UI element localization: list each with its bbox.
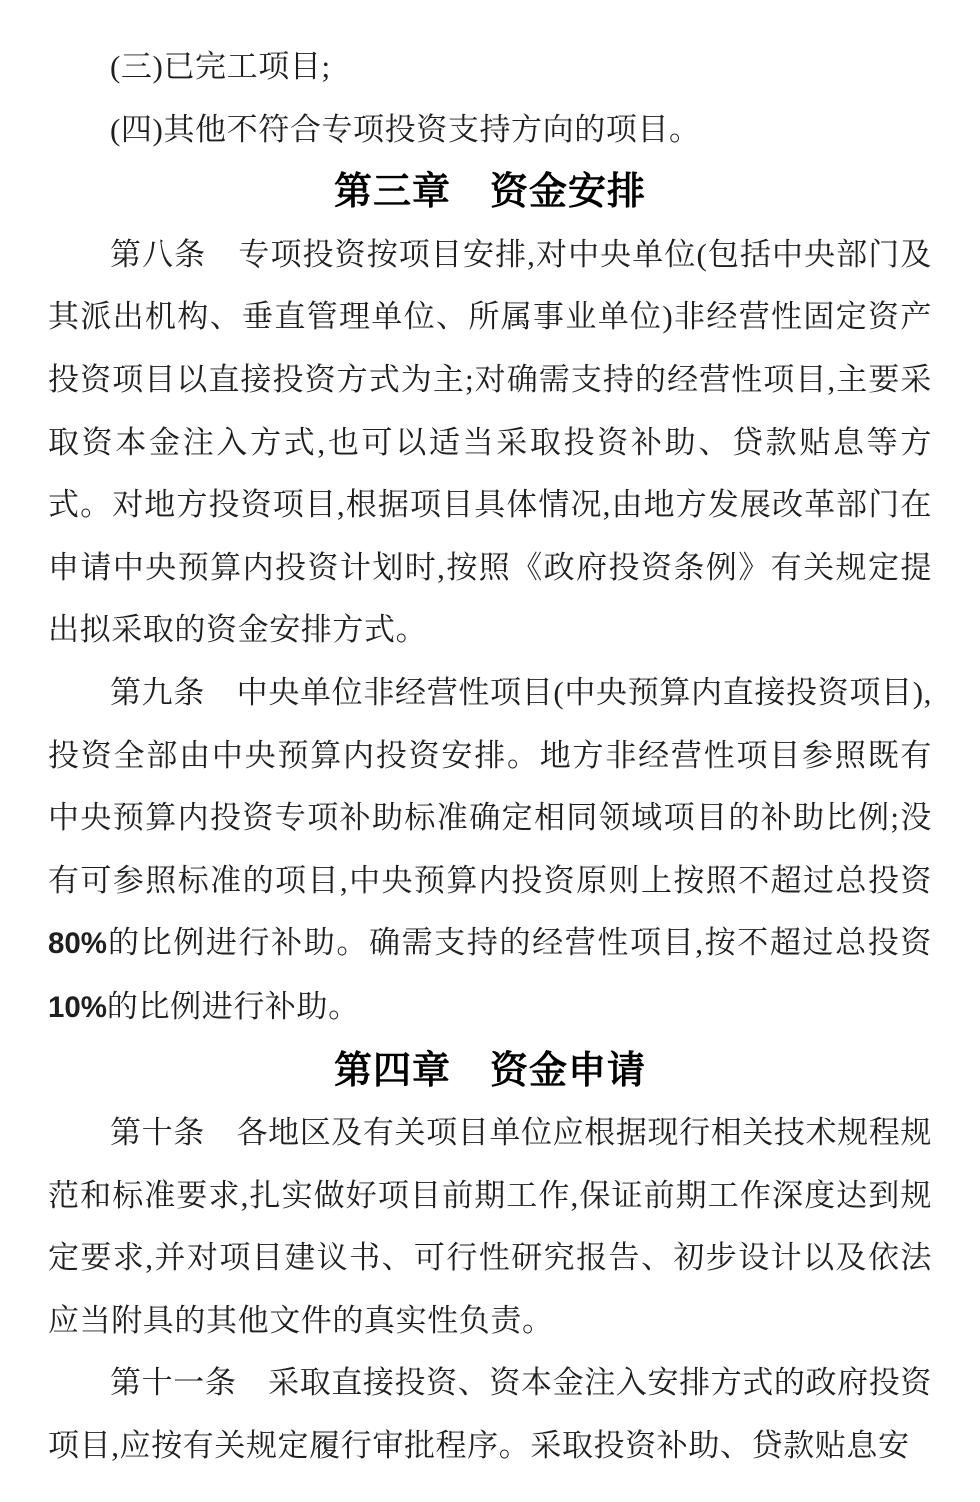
body-paragraph: 第十一条 采取直接投资、资本金注入安排方式的政府投资项目,应按有关规定履行审批程序。采取投资补助、贷款贴息安 [48,1365,932,1464]
body-paragraph: (四)其他不符合专项投资支持方向的项目。 [110,111,701,147]
numeric-value: 10% [48,990,107,1024]
body-paragraph: 第八条 专项投资按项目安排,对中央单位(包括中央部门及其派出机构、垂直管理单位、所属事业单位)非经营性固定资产投资项目以直接投资方式为主;对确需支持的经营性项目,主要采取资本金注入方式,也可以适当采取投资补助、贷款贴息等方式。对地方投资项目,根据项目具体情况,由地方发展改革部门在申请中央预算内投资计划时,按照《政府投资条例》有关规定提出拟采取的资金安排方式。 [48,236,932,648]
numeric-value: 80% [48,927,107,961]
body-paragraph: (三)已完工项目; [110,49,331,84]
chapter-heading: 第四章 资金申请 [333,1049,646,1092]
body-paragraph: 第十条 各地区及有关项目单位应根据现行相关技术规程规范和标准要求,扎实做好项目前期工作,保证前期工作深度达到规定要求,并对项目建议书、可行性研究报告、初步设计以及依法应当附具的其他文件的真实性负责。 [48,1115,932,1338]
chapter-heading: 第三章 资金安排 [333,171,646,214]
body-paragraph: 第九条 中央单位非经营性项目(中央预算内直接投资项目),投资全部由中央预算内投资安排。地方非经营性项目参照既有中央预算内投资专项补助标准确定相同领域项目的补助比例;没有可参照标准的项目,中央预算内投资原则上按照不超过总投资80%的比例进行补助。确需支持的经营性项目,按不超过总投资10%的比例进行补助。 [48,674,932,1024]
